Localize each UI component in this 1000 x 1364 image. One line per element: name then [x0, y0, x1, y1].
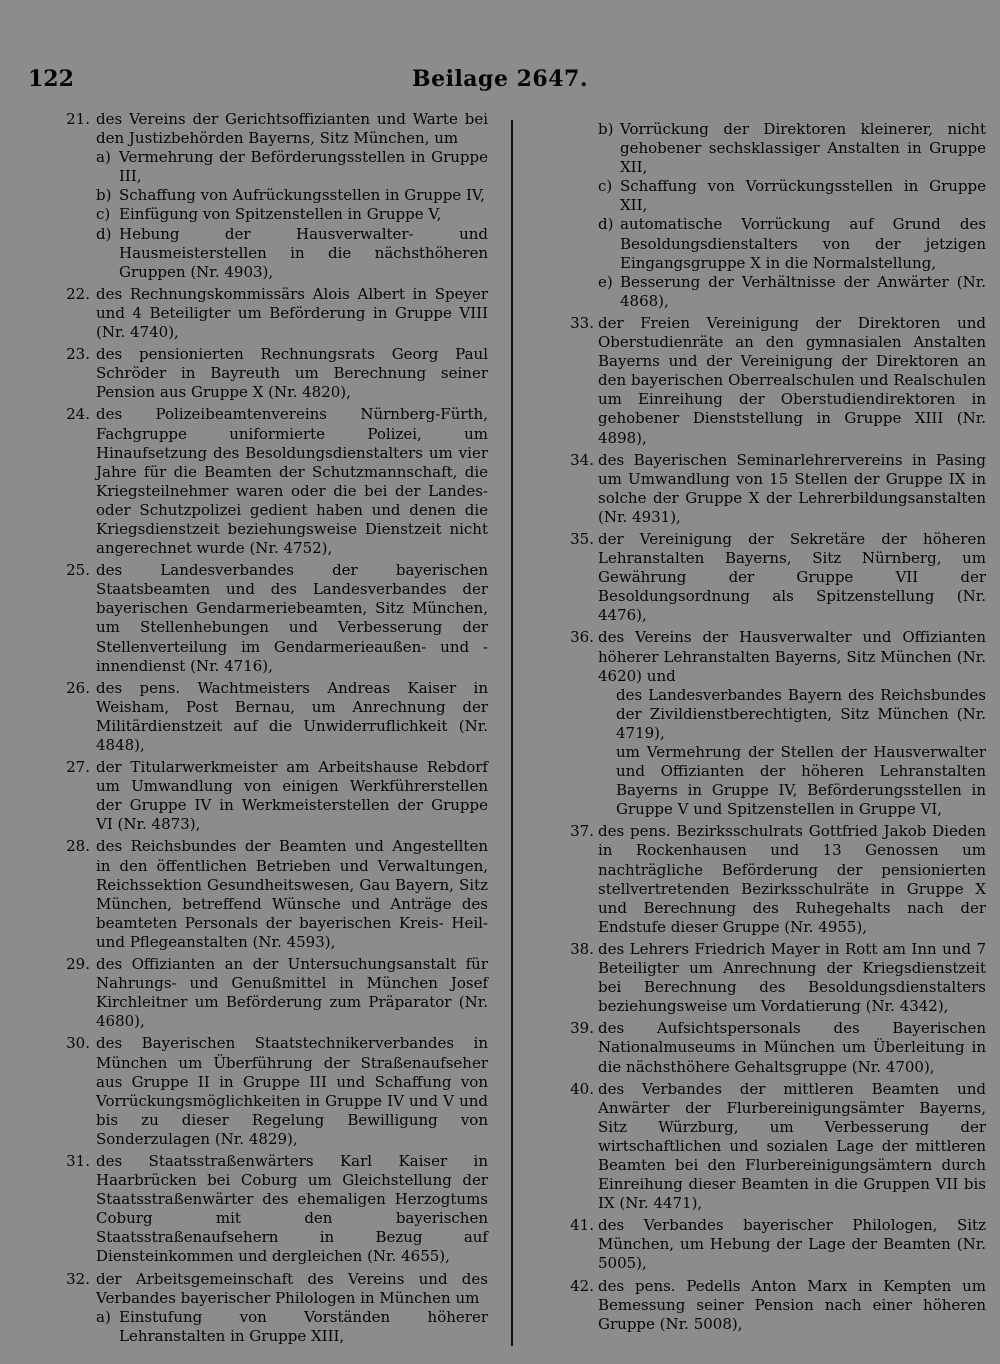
sub-text: Vorrückung der Direktoren kleinerer, nicht gehobener sechsklassiger Anstalten in Gruppe XII,: [620, 120, 986, 177]
entry-text: des Reichsbundes der Beamten und Angestellten in den öffentlichen Betrieben und Verwaltungen, Reichssektion Gesundheitswesen, Gau Bayern, Sitz München, betreffend Wünsche und Anträge des beamteten Personals der bayerischen Kreis- Heil- und Pflegeanstalten (Nr. 4593),: [96, 837, 488, 951]
entry-number: 29.: [66, 955, 90, 974]
entry-number: 27.: [66, 758, 90, 777]
entry-number: 35.: [570, 529, 594, 548]
entry-number: 26.: [66, 678, 90, 697]
list-entry: [566, 1019, 986, 1076]
entry-text: der Arbeitsgemeinschaft des Vereins und des Verbandes bayerischer Philologen in München um: [96, 1269, 488, 1307]
sub-item: [96, 148, 488, 186]
page-header: [0, 66, 1000, 96]
entry-text: des Staatsstraßenwärters Karl Kaiser in Haarbrücken bei Coburg um Gleichstellung der Staatsstraßenwärter des ehemaligen Herzogtums Coburg mit den bayerischen Staatsstraßenaufsehern in Bezug auf Diensteinkommen und dergleichen (Nr. 4655),: [96, 1151, 488, 1266]
entry-number: 34.: [570, 450, 594, 469]
list-entry: [566, 940, 986, 1016]
column-divider: [511, 120, 513, 1346]
sub-text: Einstufung von Vorständen höherer Lehranstalten in Gruppe XIII,: [119, 1307, 488, 1345]
list-entry: [566, 120, 986, 311]
list-entry: [56, 285, 488, 342]
entry-text: des pensionierten Rechnungsrats Georg Paul Schröder in Bayreuth um Berechnung seiner Pension aus Gruppe X (Nr. 4820),: [96, 345, 488, 402]
list-entry: [56, 345, 488, 402]
entry-number: 31.: [66, 1151, 90, 1170]
entry-text: der Vereinigung der Sekretäre der höheren Lehranstalten Bayerns, Sitz Nürnberg, um Gewährung der Gruppe VII der Besoldungsordnung als Spitzenstellung (Nr. 4476),: [598, 529, 986, 625]
entry-number: 23.: [66, 345, 90, 364]
entry-number: 22.: [66, 284, 90, 303]
entry-number: 42.: [570, 1276, 594, 1295]
sub-item: [96, 1308, 488, 1346]
entry-continuation: des Landesverbandes Bayern des Reichsbundes der Zivildienstberechtigten, Sitz München (Nr. 4719),: [616, 685, 986, 742]
entry-text: des Verbandes der mittleren Beamten und Anwärter der Flurbereinigungsämter Bayerns, Sitz Würzburg, um Verbesserung der wirtschaftlichen und sozialen Lage der mittleren Beamten bei den Flurbereinigungsämtern durch Einreihung dieser Beamten in die Gruppen VII bis IX (Nr. 4471),: [598, 1079, 986, 1213]
sub-text: Einfügung von Spitzenstellen in Gruppe V,: [119, 205, 442, 224]
sub-item: [96, 225, 488, 282]
page-title: Beilage 2647.: [412, 66, 588, 92]
entry-continuation: um Vermehrung der Stellen der Hausverwalter und Offizianten der höheren Lehranstalten Bayerns in Gruppe IV, Beförderungsstellen in Gruppe V und Spitzenstellen in Gruppe VI,: [616, 743, 986, 819]
entry-number: 39.: [570, 1019, 594, 1038]
list-entry: [56, 110, 488, 282]
entry-number: 33.: [570, 313, 594, 332]
entry-number: 38.: [570, 939, 594, 958]
entry-text: des Lehrers Friedrich Mayer in Rott am Inn und 7 Beteiligter um Anrechnung der Kriegsdienstzeit bei Berechnung des Besoldungsdienstalters beziehungsweise um Vordatierung (Nr. 4342),: [598, 939, 986, 1016]
entry-number: 21.: [66, 110, 90, 128]
sub-letter: e): [598, 272, 613, 291]
entry-text: des pens. Pedells Anton Marx in Kempten um Bemessung seiner Pension nach einer höheren Gruppe (Nr. 5008),: [598, 1276, 986, 1333]
list-entry: [56, 561, 488, 676]
list-entry: [566, 628, 986, 819]
entry-text: des Polizeibeamtenvereins Nürnberg-Fürth, Fachgruppe uniformierte Polizei, um Hinaufsetzung des Besoldungsdienstalters um vier Jahre für die Beamten der Schutzmannschaft, die Kriegsteilnehmer waren oder die bei der Landes- oder Schutzpolizei gedient haben und denen die Kriegsdienstzeit beziehungsweise Dienstzeit nicht angerechnet wurde (Nr. 4752),: [96, 405, 488, 558]
entry-text: des Rechnungskommissärs Alois Albert in Speyer und 4 Beteiligter um Beförderung in Gruppe VIII (Nr. 4740),: [96, 284, 488, 342]
entry-text: der Freien Vereinigung der Direktoren und Oberstudienräte an den gymnasialen Anstalten Bayerns und der Vereinigung der Direktoren an den bayerischen Oberrealschulen und Realschulen um Einreihung der Oberstudiendirektoren in gehobener Dienststellung in Gruppe XIII (Nr. 4898),: [598, 313, 986, 447]
sub-text: Vermehrung der Beförderungsstellen in Gruppe III,: [119, 148, 488, 186]
list-entry: [56, 955, 488, 1031]
list-entry: [56, 1034, 488, 1149]
page-number: 122: [28, 66, 74, 92]
list-entry: [56, 679, 488, 755]
entry-text: der Titularwerkmeister am Arbeitshause Rebdorf um Umwandlung von einigen Werkführerstellen der Gruppe IV in Werkmeisterstellen der Gruppe VI (Nr. 4873),: [96, 758, 488, 834]
right-column: [566, 120, 986, 1337]
entry-number: 40.: [570, 1079, 594, 1098]
sub-letter: a): [96, 1307, 111, 1326]
list-entry: [56, 1270, 488, 1346]
list-entry: [566, 1277, 986, 1334]
entry-number: 32.: [66, 1269, 90, 1288]
list-entry: [566, 530, 986, 625]
sub-text: automatische Vorrückung auf Grund des Besoldungsdienstalters von der jetzigen Eingangsgruppe X in die Normalstellung,: [620, 215, 986, 272]
entry-number: 25.: [66, 561, 90, 580]
list-entry: [566, 314, 986, 448]
entry-text: des Vereins der Gerichtsoffizianten und Warte bei den Justizbehörden Bayerns, Sitz München, um: [96, 110, 488, 148]
sub-text: Hebung der Hausverwalter- und Hausmeisterstellen in die nächsthöheren Gruppen (Nr. 4903),: [119, 224, 488, 281]
entry-number: 28.: [66, 837, 90, 856]
sub-letter: c): [598, 177, 613, 196]
sub-item: [96, 205, 488, 224]
list-entry: [566, 451, 986, 527]
sub-text: Besserung der Verhältnisse der Anwärter (Nr. 4868),: [620, 272, 986, 310]
sub-letter: c): [96, 205, 111, 224]
list-entry: [56, 1152, 488, 1267]
entry-number: 24.: [66, 405, 90, 424]
sub-item: [598, 215, 986, 272]
left-column: [56, 110, 488, 1349]
entry-text: des Landesverbandes der bayerischen Staatsbeamten und des Landesverbandes der bayerischen Gendarmeriebeamten, Sitz München, um Stellenhebungen und Verbesserung der Stellenverteilung im Gendarmerieaußen- und -innendienst (Nr. 4716),: [96, 561, 488, 675]
list-entry: [56, 758, 488, 834]
entry-number: 37.: [570, 822, 594, 841]
entry-text: des Bayerischen Staatstechnikerverbandes in München um Überführung der Straßenaufseher aus Gruppe II in Gruppe III und Schaffung von Vorrückungsmöglichkeiten in Gruppe IV und V und bis zu dieser Regelung Bewilligung von Sonderzulagen (Nr. 4829),: [96, 1034, 488, 1148]
sub-letter: b): [96, 186, 112, 205]
entry-number: 30.: [66, 1034, 90, 1053]
sub-letter: b): [598, 120, 614, 138]
entry-text: des pens. Wachtmeisters Andreas Kaiser in Weisham, Post Bernau, um Anrechnung der Militärdienstzeit auf die Unwiderruflichkeit (Nr. 4848),: [96, 678, 488, 754]
sub-item: [598, 120, 986, 177]
entry-number: 36.: [570, 628, 594, 647]
sub-letter: d): [96, 224, 112, 243]
list-entry: [56, 837, 488, 952]
entry-number: 41.: [570, 1216, 594, 1235]
sub-text: Schaffung von Aufrückungsstellen in Gruppe IV,: [119, 186, 485, 205]
sub-item: [598, 273, 986, 311]
list-entry: [566, 1216, 986, 1273]
list-entry: [566, 822, 986, 937]
entry-text: des pens. Bezirksschulrats Gottfried Jakob Dieden in Rockenhausen und 13 Genossen um nachträgliche Beförderung der pensionierten stellvertretenden Bezirksschulräte in Gruppe X und Berechnung des Ruhegehalts nach der Endstufe dieser Gruppe (Nr. 4955),: [598, 822, 986, 936]
entry-text: des Bayerischen Seminarlehrervereins in Pasing um Umwandlung von 15 Stellen der Gruppe IX in solche der Gruppe X der Lehrerbildungsanstalten (Nr. 4931),: [598, 450, 986, 526]
sub-letter: d): [598, 215, 614, 234]
entry-text: des Vereins der Hausverwalter und Offizianten höherer Lehranstalten Bayerns, Sitz München (Nr. 4620) und: [598, 628, 986, 685]
sub-text: Schaffung von Vorrückungsstellen in Gruppe XII,: [620, 177, 986, 215]
entry-text: des Offizianten an der Untersuchungsanstalt für Nahrungs- und Genußmittel in München Josef Kirchleitner um Beförderung zum Präparator (Nr. 4680),: [96, 955, 488, 1031]
entry-text: des Aufsichtspersonals des Bayerischen Nationalmuseums in München um Überleitung in die nächsthöhere Gehaltsgruppe (Nr. 4700),: [598, 1019, 986, 1076]
entry-text: des Verbandes bayerischer Philologen, Sitz München, um Hebung der Lage der Beamten (Nr. 5005),: [598, 1216, 986, 1273]
sub-letter: a): [96, 148, 111, 167]
list-entry: [566, 1080, 986, 1214]
sub-item: [96, 186, 488, 205]
list-entry: [56, 405, 488, 558]
sub-item: [598, 177, 986, 215]
